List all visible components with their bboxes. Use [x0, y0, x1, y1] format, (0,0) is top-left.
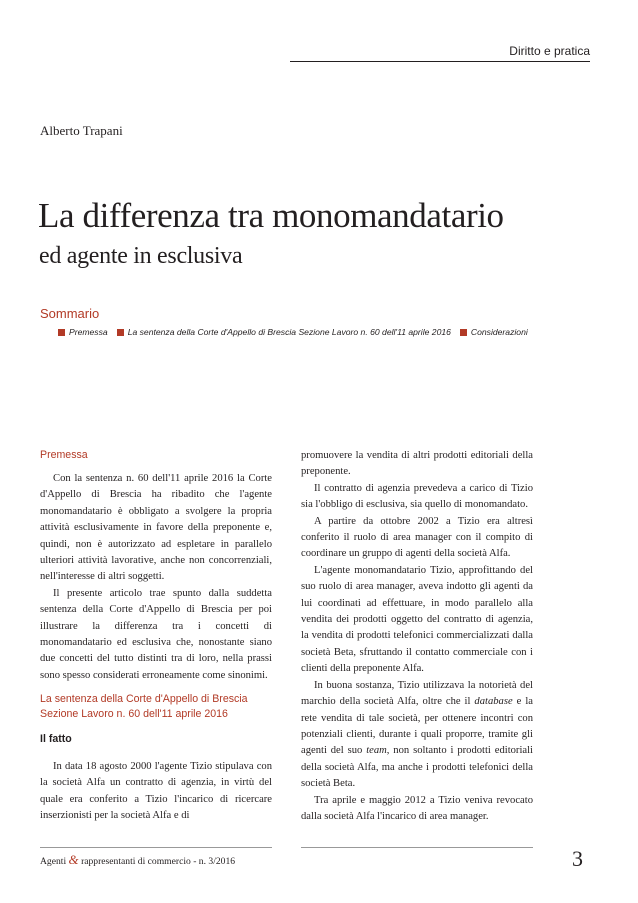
sentenza-heading: La sentenza della Corte d'Appello di Brescia Sezione Lavoro n. 60 dell'11 aprile 2016: [40, 693, 248, 721]
square-bullet-icon: [117, 329, 124, 336]
emphasis-term: team: [366, 745, 387, 757]
square-bullet-icon: [58, 329, 65, 336]
article-subtitle: ed agente in esclusiva: [39, 243, 243, 269]
summary-heading: Sommario: [40, 306, 100, 321]
section-rule: [290, 61, 590, 62]
premessa-heading: Premessa: [40, 449, 88, 461]
paragraph: In data 18 agosto 2000 l'agente Tizio stipulava con la società Alfa un contratto di agenzia, in virtù del quale era conferito a Tizio l'incarico di ricercare inserzionisti per la società Alfa e di: [40, 760, 272, 821]
footer-rule: [40, 847, 272, 848]
article-title: La differenza tra monomandatario: [38, 196, 504, 235]
paragraph: Tra aprile e maggio 2012 a Tizio veniva revocato dalla società Alfa l'incarico di area manager.: [301, 794, 533, 822]
summary-item[interactable]: [117, 327, 451, 337]
summary-item-label: La sentenza della Corte d'Appello di Brescia Sezione Lavoro n. 60 dell'11 aprile 2016: [127, 327, 451, 337]
author-name: Alberto Trapani: [40, 123, 123, 138]
paragraph: In buona sostanza, Tizio utilizzava la notorietà del marchio della società Alfa, oltre che il database e la rete vendita di tale società, per ottenere incontri con potenziali clienti, durante i quali proporre, tramite gli agenti del suo team, non soltanto i prodotti editoriali della società Alfa, ma anche i prodotti telefonici della società Beta.: [301, 679, 533, 790]
paragraph: promuovere la vendita di altri prodotti editoriali della preponente.: [301, 450, 533, 478]
paragraph: Il presente articolo trae spunto dalla suddetta sentenza della Corte d'Appello di Brescia per poi illustrare la differenza tra i concetti di monomandatario ed esclusiva che, nonostante siano due concetti del tutto distinti tra di loro, nella prassi sono spesso considerati erroneamente come sinonimi.: [40, 587, 272, 681]
footer-rule: [301, 847, 533, 848]
left-column: [40, 448, 272, 824]
paragraph: L'agente monomandatario Tizio, approfittando del suo ruolo di area manager, aveva indotto gli agenti da lui coordinati ad effettuare, in modo parallelo alla vendita dei prodotti oggetto del contratto di agenzia, la vendita di prodotti telefonici commercializzati dalla società Beta, sfruttando il contatto commerciale con i clienti della preponente Alfa.: [301, 564, 533, 675]
paragraph: Il contratto di agenzia prevedeva a carico di Tizio sia l'obbligo di esclusiva, sia quello di monomandato.: [301, 482, 533, 511]
summary-item-label: Premessa: [69, 327, 108, 337]
summary-list: [58, 327, 603, 337]
summary-item[interactable]: [58, 327, 108, 337]
fatto-heading: Il fatto: [40, 733, 72, 746]
summary-item-label: Considerazioni: [470, 327, 528, 337]
paragraph: A partire da ottobre 2002 a Tizio era altresì conferito il ruolo di area manager con il compito di coordinare un gruppo di agenti della società Alfa.: [301, 515, 533, 560]
emphasis-term: database: [474, 696, 513, 708]
summary-item[interactable]: [460, 327, 528, 337]
section-tag: Diritto e pratica: [509, 44, 590, 58]
square-bullet-icon: [460, 329, 467, 336]
paragraph: Con la sentenza n. 60 dell'11 aprile 2016 la Corte d'Appello di Brescia ha ribadito che l'agente monomandatario è obbligato a svolgere la propria attività esclusivamente in favore della preponente e, quindi, non è autorizzato ad espletare in parallelo ulteriori attività lavorative, anche non concorrenziali, nell'interesse di altri soggetti.: [40, 473, 272, 583]
page-number: 3: [572, 846, 583, 871]
journal-name: Agenti & rappresentanti di commercio - n. 3/2016: [40, 852, 236, 867]
right-column: [301, 448, 533, 825]
